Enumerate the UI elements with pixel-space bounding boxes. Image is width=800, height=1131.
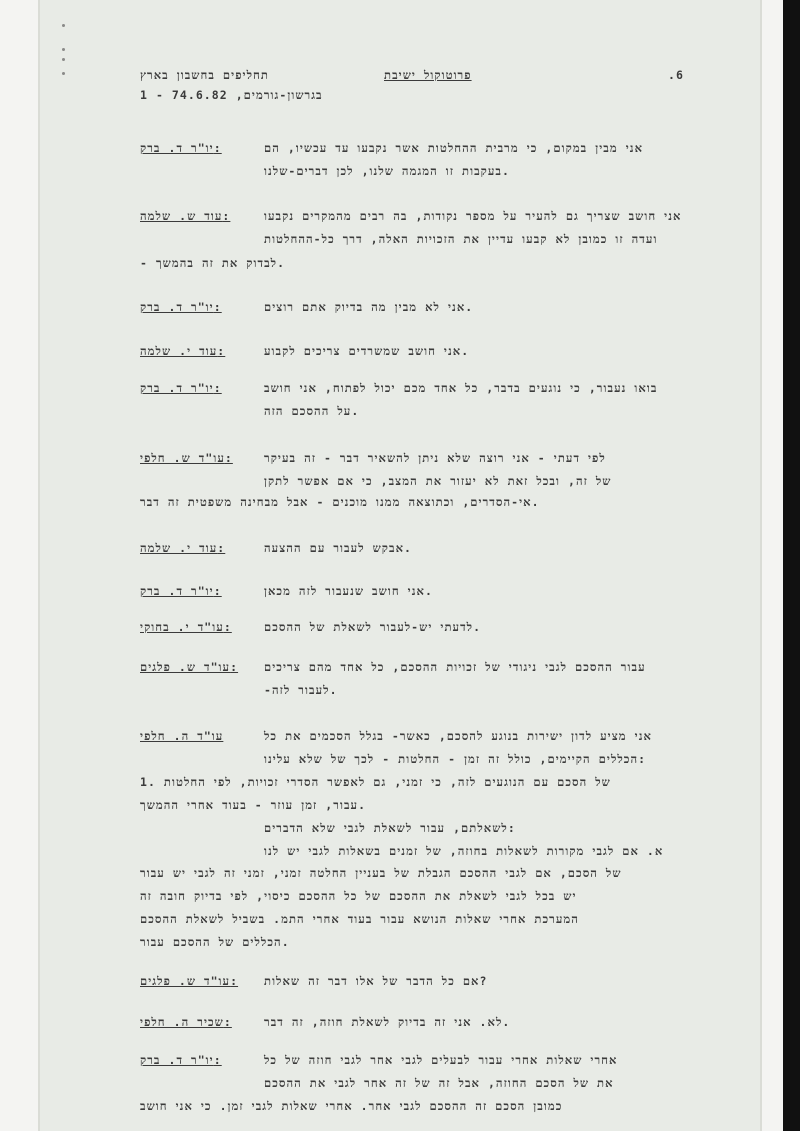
- speech-line: א. אם לגבי מקורות לשאלות בחוזה, של זמנים בשאלות לגבי יש לנו: [264, 844, 664, 858]
- speech-line: לשאלתם, עבור לשאלת לגבי שלא הדברים:: [264, 821, 516, 835]
- speaker-label: יו"ר ד. ברק:: [140, 1053, 222, 1067]
- header-ref: בגרשון-גורמים, 74.6.82 - 1: [140, 88, 323, 102]
- speaker-label: עו"ד ש. פלגים:: [140, 660, 239, 674]
- speaker-label: עו"ד ש. חלפי:: [140, 451, 233, 465]
- speech-line: אני חושב שנעבור לזה מכאן.: [264, 584, 433, 598]
- speaker-label: יו"ר ד. ברק:: [140, 584, 222, 598]
- binder-holes: [62, 18, 68, 78]
- speaker-label: עוד ש. שלמה:: [140, 209, 231, 223]
- speaker-label: עוד י. שלמה:: [140, 344, 226, 358]
- speech-line: בעקבות זו המגמה שלנו, לכן דברים-שלנו.: [264, 164, 511, 178]
- speech-line: על ההסכם הזה.: [264, 404, 360, 418]
- speech-line: כמובן הסכם זה ההסכם לגבי אחר. אחרי שאלות לגבי זמן. כי אני חושב: [140, 1099, 563, 1113]
- speech-line: של זה, ובכל זאת לא יעזור את המצב, כי אם אפשר לתקן: [264, 474, 612, 488]
- speech-line: הכללים של ההסכם עבור.: [140, 935, 290, 949]
- speaker-label: עו"ד ה. חלפי: [140, 729, 224, 743]
- speech-line: אני מציע לדון ישירות בנוגע להסכם, כאשר- בגלל הסכמים את כל: [264, 729, 652, 743]
- speech-line: - לבדוק את זה בהמשך.: [140, 256, 286, 270]
- speech-line: המערכת אחרי שאלות הנושא עבור בעוד אחרי התמ. בשביל לשאלת ההסכם: [140, 912, 579, 926]
- speech-line: את של הסכם החוזה, אבל זה של זה אחר לגבי את ההסכם: [264, 1076, 614, 1090]
- binder-hole: [62, 48, 65, 51]
- header-org: תחליפים בחשבון בארץ: [140, 68, 269, 82]
- speech-line: של הסכם, אם לגבי ההסכם הגבלת של בעניין החלטה זמני, זמני זה לגבי יש עבור: [140, 866, 622, 880]
- speech-line: אני לא מבין מה בדיוק אתם רוצים.: [264, 300, 474, 314]
- speaker-label: יו"ר ד. ברק:: [140, 381, 222, 395]
- speaker-label: עו"ד ש. פלגים:: [140, 974, 239, 988]
- page-number: .6: [668, 68, 684, 82]
- speech-line: אני חושב שמשרדים צריכים לקבוע.: [264, 344, 470, 358]
- speech-line: עבור ההסכם לגבי ניגודי של זכויות ההסכם, כל אחד מהם צריכים: [264, 660, 646, 674]
- binder-hole: [62, 72, 65, 75]
- speaker-label: שכיר ה. חלפי:: [140, 1015, 232, 1029]
- speech-line: הכללים הקיימים, כולל זה זמן - החלטות - לכך של שלא עלינו:: [264, 752, 647, 766]
- binder-hole: [62, 24, 65, 27]
- speech-line: אי-הסדרים, וכתוצאה ממנו מוכנים - אבל מבחינה משפטית זה דבר.: [140, 495, 540, 509]
- speech-line: אבקש לעבור עם ההצעה.: [264, 541, 413, 555]
- speech-line: לדעתי יש-לעבור לשאלת של ההסכם.: [264, 620, 482, 634]
- speech-line: יש בכל לגבי לשאלת את ההסכם של כל ההסכם כיסוי, לפי בדיוק חובה זה: [140, 889, 577, 903]
- speaker-label: עו"ד י. בחוקי:: [140, 620, 232, 634]
- binder-hole: [62, 58, 65, 61]
- speech-line: אחרי שאלות אחרי עבור לבעלים לגבי אחר לגבי חוזה של כל: [264, 1053, 618, 1067]
- speech-line: לא. אני זה בדיוק לשאלת חוזה, זה דבר.: [264, 1015, 511, 1029]
- speech-line: אם כל הדבר של אלו דבר זה שאלות?: [264, 974, 488, 988]
- document-title: פרוטוקול ישיבת: [384, 68, 472, 82]
- scan-edge: [783, 0, 800, 1131]
- speech-line: -לעבור לזה.: [264, 683, 338, 697]
- speech-line: 1. של הסכם עם הנוגעים לזה, כי זמני, גם לאפשר הסדרי זכויות, לפי החלטות: [140, 775, 611, 789]
- speech-line: בואו נעבור, כי נוגעים בדבר, כל אחד מכם יכול לפתוח, אני חושב: [264, 381, 658, 395]
- speaker-label: עוד י. שלמה:: [140, 541, 226, 555]
- speech-line: אני מבין במקום, כי מרבית ההחלטות אשר נקבעו עד עכשיו, הם: [264, 141, 644, 155]
- speech-line: עבור, זמן עוזר - בעוד אחרי ההמשך.: [140, 798, 367, 812]
- speech-line: לפי דעתי - אני רוצה שלא ניתן להשאיר דבר - זה בעיקר: [264, 451, 606, 465]
- speaker-label: יו"ר ד. ברק:: [140, 300, 222, 314]
- speech-line: אני חושב שצריך גם להעיר על מספר נקודות, בה רבים מהמקרים נקבעו: [264, 209, 682, 223]
- speaker-label: יו"ר ד. ברק:: [140, 141, 222, 155]
- speech-line: ועדה זו כמובן לא קבעו עדיין את הזכויות האלה, דרך כל-ההחלטות: [264, 232, 658, 246]
